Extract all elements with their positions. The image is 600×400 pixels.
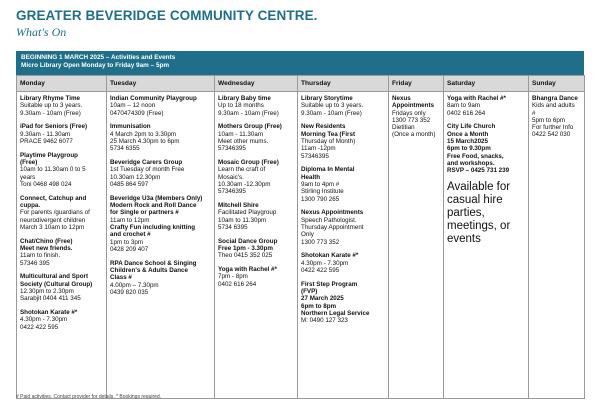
event-detail-line: M: 0490 127 323 (301, 317, 348, 325)
event-detail-line: 7pm - 8pm (218, 273, 248, 281)
event-detail-line: Mosaic's. (218, 173, 244, 181)
event-item (532, 95, 581, 139)
event-title: City Life Church (447, 123, 496, 131)
day-column-sunday (529, 92, 585, 399)
event-detail-line: Meet other mums. (218, 137, 269, 145)
banner-line-2: Micro Library Open Monday to Friday 9am – 5pm (21, 62, 170, 69)
event-title: Nexus (392, 95, 411, 102)
event-detail-line: 0402 616 264 (218, 280, 257, 288)
event-title: Connect, Catchup and (20, 194, 87, 202)
event-title: Multicultural and Sport (20, 273, 89, 281)
event-item (218, 95, 294, 117)
day-header-saturday: Saturday (444, 76, 529, 92)
event-detail-line: For further Info (532, 124, 574, 132)
event-title: Mosaic Group (Free) (218, 159, 279, 167)
event-detail-line: Once a Month (447, 130, 489, 138)
day-column-saturday (444, 92, 529, 399)
event-detail-line: Free Food, snacks, (447, 152, 504, 160)
event-item (20, 123, 103, 145)
event-title: Library Rhyme Time (20, 95, 80, 102)
event-detail-line: 1300 790 265 (301, 195, 340, 203)
event-title: New Residents (301, 123, 346, 131)
day-column-wednesday (215, 92, 298, 399)
event-detail-line: Up to 18 months (218, 102, 264, 110)
event-title: Shotokan Karate #* (20, 309, 78, 317)
event-detail-line: 9.30am - 10am (Free) (20, 109, 81, 117)
schedule-banner (16, 51, 584, 75)
event-item (301, 95, 385, 117)
event-detail-line: 9am to 4pm # (301, 180, 340, 188)
event-detail-line: March 3 10am to 12pm (20, 223, 85, 231)
event-detail-line: cuppa. (20, 202, 41, 210)
event-detail-line: 4.30pm - 7.30pm (301, 259, 349, 267)
event-detail-line: 57346395 (218, 188, 246, 196)
footnote: # Paid activities. Contact provider for details. * Bookings required. (16, 394, 162, 400)
event-detail-line: 11am -12pm (301, 145, 336, 153)
event-detail-line: Crafty Fun including knitting (110, 223, 196, 231)
event-detail-line: and workshops. (447, 159, 495, 167)
event-item (110, 260, 211, 296)
event-detail-line: 0439 820 035 (110, 288, 149, 296)
event-detail-line: 57346 395 (20, 259, 50, 267)
event-item (218, 266, 294, 288)
event-detail-line: years (20, 173, 36, 181)
event-detail-line: 5734 6395 (218, 223, 248, 231)
event-detail-line: Class # (110, 274, 132, 282)
event-detail-line: 4.30pm - 7.30pm (20, 316, 68, 324)
events-row (17, 92, 585, 399)
event-title: Playtime Playgroup (20, 151, 79, 159)
event-detail-line: 57346395 (218, 145, 246, 153)
event-item (218, 123, 294, 152)
day-header-tuesday: Tuesday (107, 76, 215, 92)
event-item (218, 202, 294, 231)
event-title: Yoga with Rachel #* (218, 266, 277, 274)
event-item (301, 123, 385, 159)
event-detail-line: Suitable up to 3 years. (20, 102, 83, 110)
event-detail-line: 10am to 11.30am 0 to 5 (20, 166, 86, 174)
event-item (110, 95, 211, 117)
event-detail-line: 27 March 2025 (301, 295, 344, 303)
event-title: Indian Community Playgroup (110, 95, 197, 102)
event-title: Yoga with Rachel #* (447, 95, 506, 102)
tagline: What's On (16, 25, 67, 39)
event-title: Shotokan Karate #* (301, 252, 359, 260)
event-title: Library Storytime (301, 95, 353, 102)
event-detail-line: (Free) (20, 159, 38, 167)
event-detail-line: 1300 773 352 (301, 238, 340, 246)
event-item (447, 95, 525, 117)
event-item (20, 238, 103, 267)
day-column-monday (17, 92, 107, 399)
event-detail-line: 0422 542 030 (532, 131, 571, 139)
day-column-tuesday (107, 92, 215, 399)
event-detail-line: Suitable up to 3 years. (301, 102, 364, 110)
event-item (20, 95, 103, 117)
event-detail-line: Modern Rock and Roll Dance (110, 202, 197, 210)
event-item (218, 238, 294, 260)
event-item (20, 152, 103, 188)
event-detail-line: RSVP – 0425 731 239 (447, 167, 510, 175)
event-item (301, 252, 385, 274)
event-title: Chat/Chino (Free) (20, 237, 73, 245)
event-detail-line: Only (301, 231, 314, 239)
event-detail-line: (Once a month) (392, 131, 436, 139)
day-header-friday: Friday (389, 76, 444, 92)
event-detail-line: 15 March2025 (447, 137, 489, 145)
org-name: GREATER BEVERIDGE COMMUNITY CENTRE. (16, 8, 318, 23)
event-detail-line: 8am to 9am (447, 102, 481, 110)
event-detail-line: 5pm to 6pm (532, 116, 566, 124)
event-title: iPad for Seniors (Free) (20, 123, 88, 131)
event-detail-line: # (532, 109, 536, 117)
event-detail-line: Northern Legal Service (301, 309, 370, 317)
event-detail-line: Learn the craft of (218, 166, 266, 174)
day-header-row (17, 76, 585, 92)
event-item (20, 273, 103, 302)
event-detail-line: 6pm to 9.30pm (447, 145, 491, 153)
event-detail-line: Fridays only (392, 109, 426, 117)
event-item (110, 195, 211, 253)
event-detail-line: 1300 773 352 (392, 116, 431, 124)
event-title: Beveridge U3a (Members Only) (110, 194, 203, 202)
event-detail-line: 10am to 11.30pm (218, 216, 267, 224)
event-detail-line: 0485 864 597 (110, 180, 149, 188)
event-title: Immunisation (110, 123, 151, 131)
event-item (301, 166, 385, 202)
banner-line-1: BEGINNING 1 MARCH 2025 – Activities and Events (21, 54, 176, 61)
event-title: Nexus Appointments (301, 209, 364, 217)
event-detail-line: Health (301, 173, 321, 181)
event-detail-line: 57346395 (301, 152, 329, 160)
event-detail-line: 10am – 12 noon (110, 102, 156, 110)
event-title: Mitchell Shire (218, 202, 259, 210)
event-detail-line: 4 March 2pm to 3.30pm (110, 130, 177, 138)
event-detail-line: and crochet # (110, 231, 151, 239)
event-detail-line: (FVP) (301, 288, 318, 296)
event-detail-line: Thursday Appointment (301, 223, 364, 231)
hire-availability-note: Available for casual hire parties, meetings, or events (447, 180, 511, 245)
event-item (447, 123, 525, 174)
event-detail-line: for Single or partners # (110, 209, 179, 217)
event-detail-line: 12.30pm to 2.30pm (20, 288, 74, 296)
event-detail-line: Toni 0468 498 024 (20, 180, 72, 188)
event-title: Mothers Group (Free) (218, 123, 282, 131)
event-title: Diploma In Mental (301, 166, 355, 174)
event-detail-line: Appointments (392, 102, 435, 110)
event-title: Library Baby time (218, 95, 271, 102)
day-header-wednesday: Wednesday (215, 76, 298, 92)
day-header-monday: Monday (17, 76, 107, 92)
event-detail-line: 4.00pm – 7.30pm (110, 281, 159, 289)
event-detail-line: Stirling Institute (301, 188, 344, 196)
event-detail-line: Children's & Adults Dance (110, 266, 189, 274)
event-item (301, 281, 385, 325)
event-detail-line: 9.30am - 11.30am (20, 130, 71, 138)
event-detail-line: 1st Tuesday of month Free (110, 166, 185, 174)
event-detail-line: Thursday of Month) (301, 137, 356, 145)
event-detail-line: Free 1pm - 3.30pm (218, 245, 273, 253)
event-item (301, 209, 385, 245)
event-item (20, 309, 103, 331)
event-detail-line: Kids and adults (532, 102, 575, 110)
event-detail-line: Theo 0415 352 025 (218, 252, 273, 260)
day-column-friday (389, 92, 444, 399)
event-detail-line: Society (Cultural Group) (20, 280, 93, 288)
event-detail-line: Dietitian (392, 124, 415, 132)
event-detail-line: 1pm to 3pm (110, 238, 144, 246)
event-item (218, 159, 294, 195)
event-detail-line: 11am to finish. (20, 252, 61, 260)
day-column-thursday (298, 92, 389, 399)
weekly-schedule-table (16, 75, 585, 399)
event-item (392, 95, 440, 139)
event-detail-line: 0422 422 595 (301, 266, 340, 274)
event-detail-line: Speech Pathologist. (301, 216, 357, 224)
event-title: Bhangra Dance (532, 95, 578, 102)
day-header-sunday: Sunday (529, 76, 585, 92)
day-header-thursday: Thursday (298, 76, 389, 92)
event-item (110, 159, 211, 188)
event-detail-line: 9.30am - 10am (Free) (301, 109, 362, 117)
event-detail-line: Sarabjit 0404 411 345 (20, 295, 81, 303)
event-title: Social Dance Group (218, 237, 278, 245)
event-detail-line: For parents /guardians of (20, 209, 90, 217)
event-detail-line: PRACE 9462 6077 (20, 137, 73, 145)
event-detail-line: 25 March 4.30pm to 6pm (110, 137, 180, 145)
header (16, 8, 318, 40)
event-detail-line: neurodivergent children (20, 216, 86, 224)
event-detail-line: 10.30am -12.30pm (218, 180, 271, 188)
event-detail-line: 0422 422 595 (20, 323, 59, 331)
event-detail-line: 9.30am - 10am (Free) (218, 109, 279, 117)
event-detail-line: 0402 616 264 (447, 109, 486, 117)
event-item (20, 195, 103, 231)
event-title: RPA Dance School & Singing (110, 259, 197, 267)
event-detail-line: 6pm to 8pm (301, 302, 337, 310)
event-title: Beveridge Carers Group (110, 159, 183, 167)
event-detail-line: 0470474309 (Free) (110, 109, 164, 117)
event-detail-line: 10.30am 12.30pm (110, 173, 161, 181)
event-detail-line: Morning Tea (First (301, 130, 356, 138)
event-detail-line: 0428 209 407 (110, 245, 149, 253)
event-detail-line: Facilitated Playgroup (218, 209, 277, 217)
event-detail-line: 10am - 11.30am (218, 130, 264, 138)
event-title: First Step Program (301, 280, 358, 288)
event-detail-line: 11am to 12pm (110, 216, 150, 224)
event-detail-line: 5734 6355 (110, 145, 140, 153)
event-detail-line: Meet new friends. (20, 245, 73, 253)
event-item (110, 123, 211, 152)
